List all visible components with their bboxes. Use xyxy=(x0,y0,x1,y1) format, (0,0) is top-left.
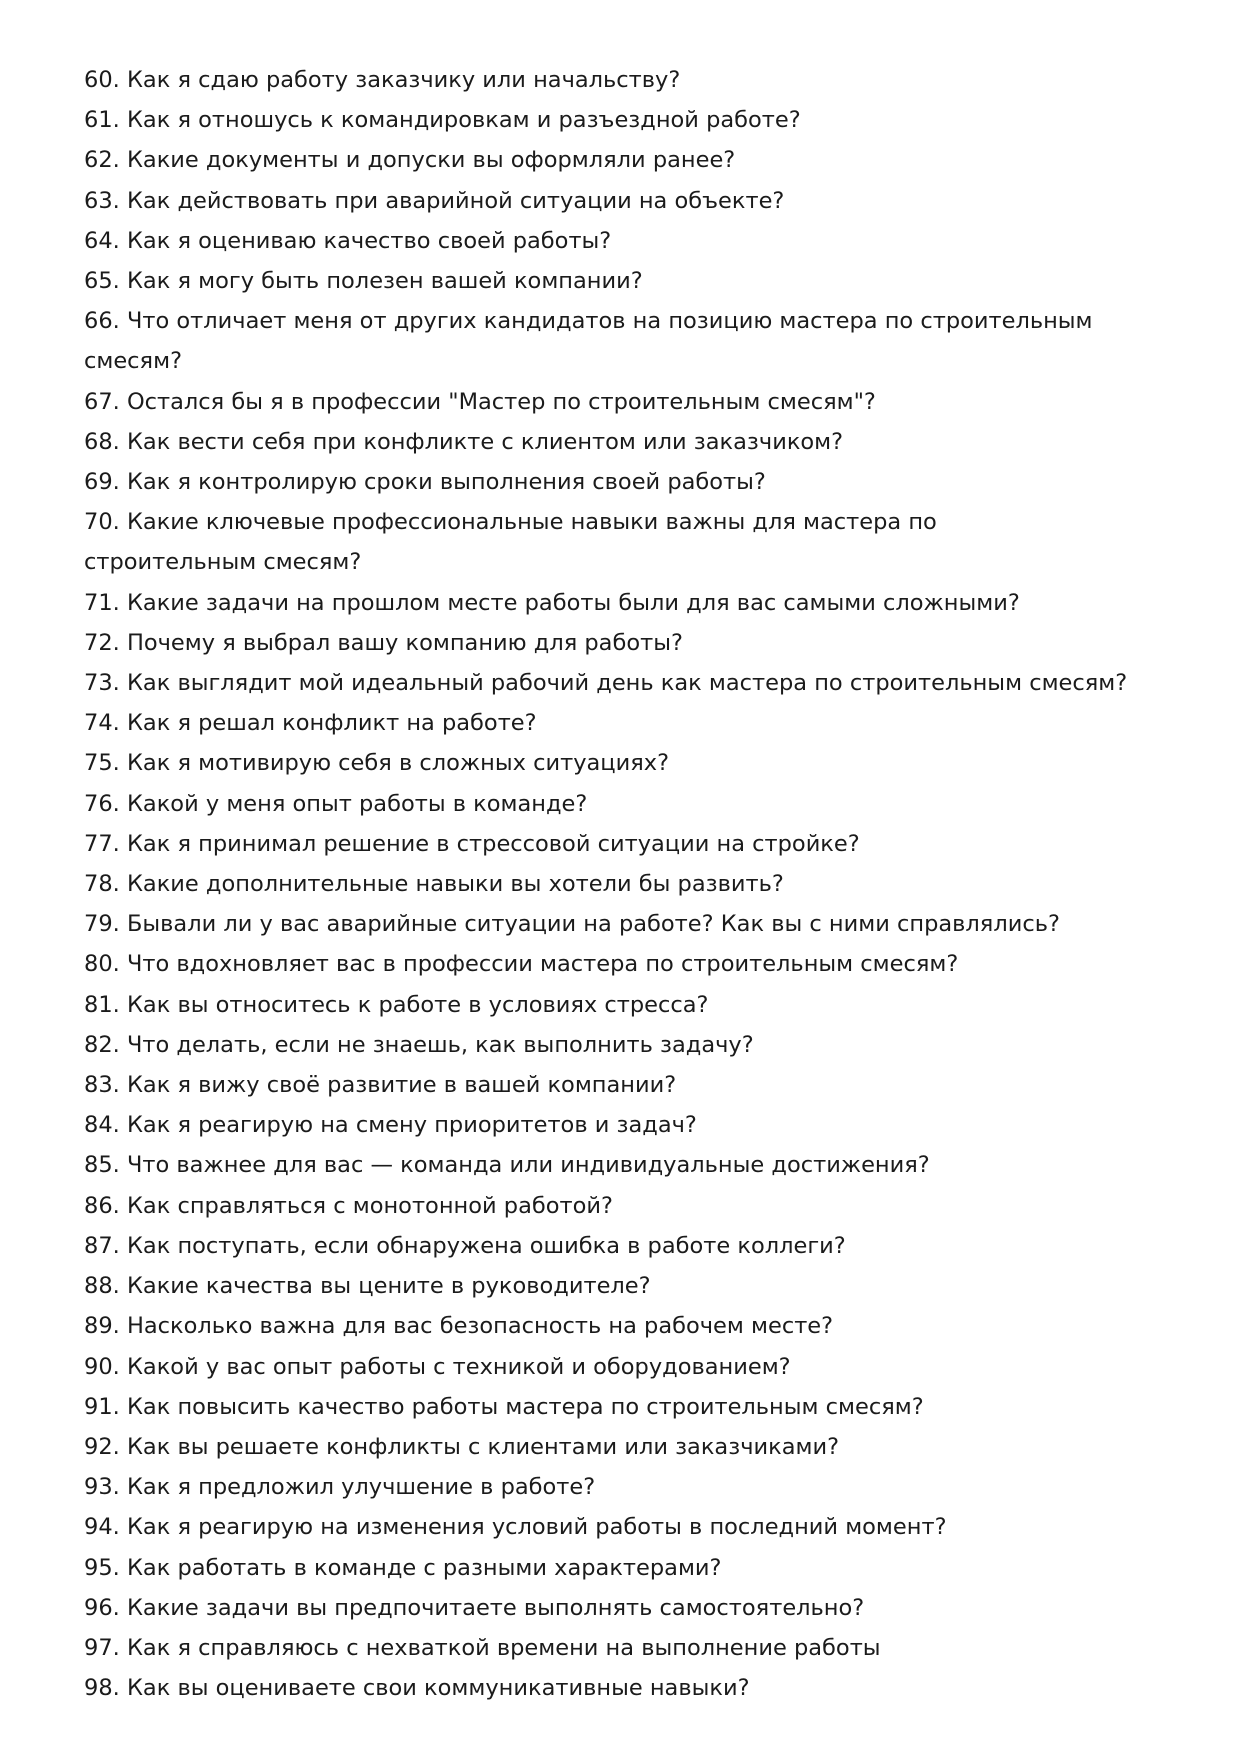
question-item-80 xyxy=(84,944,1164,984)
question-text: Какие дополнительные навыки вы хотели бы развить? xyxy=(126,871,784,898)
question-text: Как я контролирую сроки выполнения своей работы? xyxy=(126,469,766,496)
question-number: 92. xyxy=(84,1433,120,1460)
question-item-65 xyxy=(84,261,1164,301)
question-number: 88. xyxy=(84,1273,120,1300)
question-text: Насколько важна для вас безопасность на рабочем месте? xyxy=(126,1313,834,1340)
question-text: Как я отношусь к командировкам и разъездной работе? xyxy=(126,107,801,134)
question-item-84 xyxy=(84,1105,1164,1145)
question-item-86 xyxy=(84,1186,1164,1226)
question-item-76 xyxy=(84,784,1164,824)
question-item-73 xyxy=(84,663,1164,703)
question-number: 85. xyxy=(84,1152,120,1179)
question-text: Как я реагирую на изменения условий работы в последний момент? xyxy=(126,1514,947,1541)
question-item-64 xyxy=(84,221,1164,261)
question-number: 80. xyxy=(84,951,120,978)
question-text: Как я мотивирую себя в сложных ситуациях? xyxy=(126,750,670,777)
question-number: 78. xyxy=(84,871,120,898)
question-number: 75. xyxy=(84,750,120,777)
question-number: 62. xyxy=(84,147,120,174)
question-text: Что важнее для вас — команда или индивидуальные достижения? xyxy=(126,1152,930,1179)
question-item-98 xyxy=(84,1668,1164,1708)
question-item-62 xyxy=(84,140,1164,180)
question-text: Как я решал конфликт на работе? xyxy=(126,710,537,737)
question-number: 89. xyxy=(84,1313,120,1340)
question-item-72 xyxy=(84,623,1164,663)
question-text: Как повысить качество работы мастера по строительным смесям? xyxy=(126,1393,924,1420)
question-item-79 xyxy=(84,904,1164,944)
question-number: 71. xyxy=(84,589,120,616)
question-item-89 xyxy=(84,1306,1164,1346)
question-item-83 xyxy=(84,1065,1164,1105)
question-number: 81. xyxy=(84,991,120,1018)
question-item-61 xyxy=(84,100,1164,140)
question-item-88 xyxy=(84,1266,1164,1306)
question-item-78 xyxy=(84,864,1164,904)
question-text: Какой у меня опыт работы в команде? xyxy=(126,790,588,817)
question-item-92 xyxy=(84,1427,1164,1467)
question-text: Что вдохновляет вас в профессии мастера по строительным смесям? xyxy=(126,951,959,978)
question-item-85 xyxy=(84,1145,1164,1185)
question-item-74 xyxy=(84,703,1164,743)
question-number: 84. xyxy=(84,1112,120,1139)
question-number: 64. xyxy=(84,227,120,254)
question-item-96 xyxy=(84,1588,1164,1628)
question-number: 90. xyxy=(84,1353,120,1380)
question-text: Как я справляюсь с нехваткой времени на выполнение работы xyxy=(126,1634,881,1661)
question-number: 60. xyxy=(84,67,120,93)
question-text: Что отличает меня от других кандидатов на позицию мастера по строительным смесям? xyxy=(84,308,1093,375)
question-number: 77. xyxy=(84,830,120,857)
question-item-67 xyxy=(84,382,1164,422)
question-number: 69. xyxy=(84,469,120,496)
question-number: 65. xyxy=(84,268,120,295)
question-number: 93. xyxy=(84,1474,120,1501)
question-number: 74. xyxy=(84,710,120,737)
question-text: Бывали ли у вас аварийные ситуации на работе? Как вы с ними справлялись? xyxy=(126,911,1060,938)
question-number: 94. xyxy=(84,1514,120,1541)
question-text: Что делать, если не знаешь, как выполнить задачу? xyxy=(126,1031,754,1058)
question-list xyxy=(84,60,1164,1708)
question-item-66 xyxy=(84,301,1164,381)
question-item-97 xyxy=(84,1628,1164,1668)
question-item-69 xyxy=(84,462,1164,502)
question-text: Какие документы и допуски вы оформляли ранее? xyxy=(126,147,736,174)
question-number: 87. xyxy=(84,1232,120,1259)
question-number: 66. xyxy=(84,308,120,335)
question-number: 73. xyxy=(84,670,120,697)
question-text: Как я реагирую на смену приоритетов и задач? xyxy=(126,1112,697,1139)
question-number: 70. xyxy=(84,509,120,536)
question-text: Как я оцениваю качество своей работы? xyxy=(126,227,612,254)
question-text: Как я вижу своё развитие в вашей компании? xyxy=(126,1072,677,1099)
question-item-87 xyxy=(84,1226,1164,1266)
document-page xyxy=(84,60,1164,1708)
question-number: 82. xyxy=(84,1031,120,1058)
question-item-91 xyxy=(84,1387,1164,1427)
question-text: Остался бы я в профессии "Мастер по строительным смесям"? xyxy=(126,388,876,415)
question-item-71 xyxy=(84,583,1164,623)
question-text: Как работать в команде с разными характерами? xyxy=(126,1554,722,1581)
question-text: Как выглядит мой идеальный рабочий день как мастера по строительным смесям? xyxy=(126,670,1128,697)
question-text: Как вы решаете конфликты с клиентами или заказчиками? xyxy=(126,1433,840,1460)
question-item-82 xyxy=(84,1025,1164,1065)
question-text: Как я могу быть полезен вашей компании? xyxy=(126,268,643,295)
question-number: 63. xyxy=(84,187,120,214)
question-text: Как справляться с монотонной работой? xyxy=(126,1192,613,1219)
question-text: Как я сдаю работу заказчику или начальству? xyxy=(126,67,681,93)
question-item-60 xyxy=(84,60,1164,100)
question-text: Какие качества вы цените в руководителе? xyxy=(126,1273,651,1300)
question-item-81 xyxy=(84,985,1164,1025)
question-text: Как поступать, если обнаружена ошибка в работе коллеги? xyxy=(126,1232,846,1259)
question-item-93 xyxy=(84,1467,1164,1507)
question-item-95 xyxy=(84,1548,1164,1588)
question-text: Как вы оцениваете свои коммуникативные навыки? xyxy=(126,1675,750,1702)
question-item-70 xyxy=(84,502,1094,582)
question-text: Как я предложил улучшение в работе? xyxy=(126,1474,596,1501)
question-item-63 xyxy=(84,181,1164,221)
question-item-75 xyxy=(84,743,1164,783)
question-number: 79. xyxy=(84,911,120,938)
question-item-90 xyxy=(84,1347,1164,1387)
question-number: 91. xyxy=(84,1393,120,1420)
question-number: 97. xyxy=(84,1634,120,1661)
question-text: Как вы относитесь к работе в условиях стресса? xyxy=(126,991,709,1018)
question-text: Какой у вас опыт работы с техникой и оборудованием? xyxy=(126,1353,791,1380)
question-number: 98. xyxy=(84,1675,120,1702)
question-number: 76. xyxy=(84,790,120,817)
question-item-77 xyxy=(84,824,1164,864)
question-text: Какие задачи на прошлом месте работы были для вас самыми сложными? xyxy=(126,589,1020,616)
question-text: Как действовать при аварийной ситуации на объекте? xyxy=(126,187,785,214)
question-number: 96. xyxy=(84,1594,120,1621)
question-text: Почему я выбрал вашу компанию для работы? xyxy=(126,629,683,656)
question-number: 72. xyxy=(84,629,120,656)
question-text: Какие задачи вы предпочитаете выполнять самостоятельно? xyxy=(126,1594,865,1621)
question-text: Как вести себя при конфликте с клиентом или заказчиком? xyxy=(126,428,844,455)
question-number: 68. xyxy=(84,428,120,455)
question-text: Как я принимал решение в стрессовой ситуации на стройке? xyxy=(126,830,860,857)
question-number: 95. xyxy=(84,1554,120,1581)
question-item-94 xyxy=(84,1507,1164,1547)
question-number: 86. xyxy=(84,1192,120,1219)
question-number: 61. xyxy=(84,107,120,134)
question-number: 83. xyxy=(84,1072,120,1099)
question-text: Какие ключевые профессиональные навыки важны для мастера по строительным смесям? xyxy=(84,509,937,576)
question-number: 67. xyxy=(84,388,120,415)
question-item-68 xyxy=(84,422,1164,462)
